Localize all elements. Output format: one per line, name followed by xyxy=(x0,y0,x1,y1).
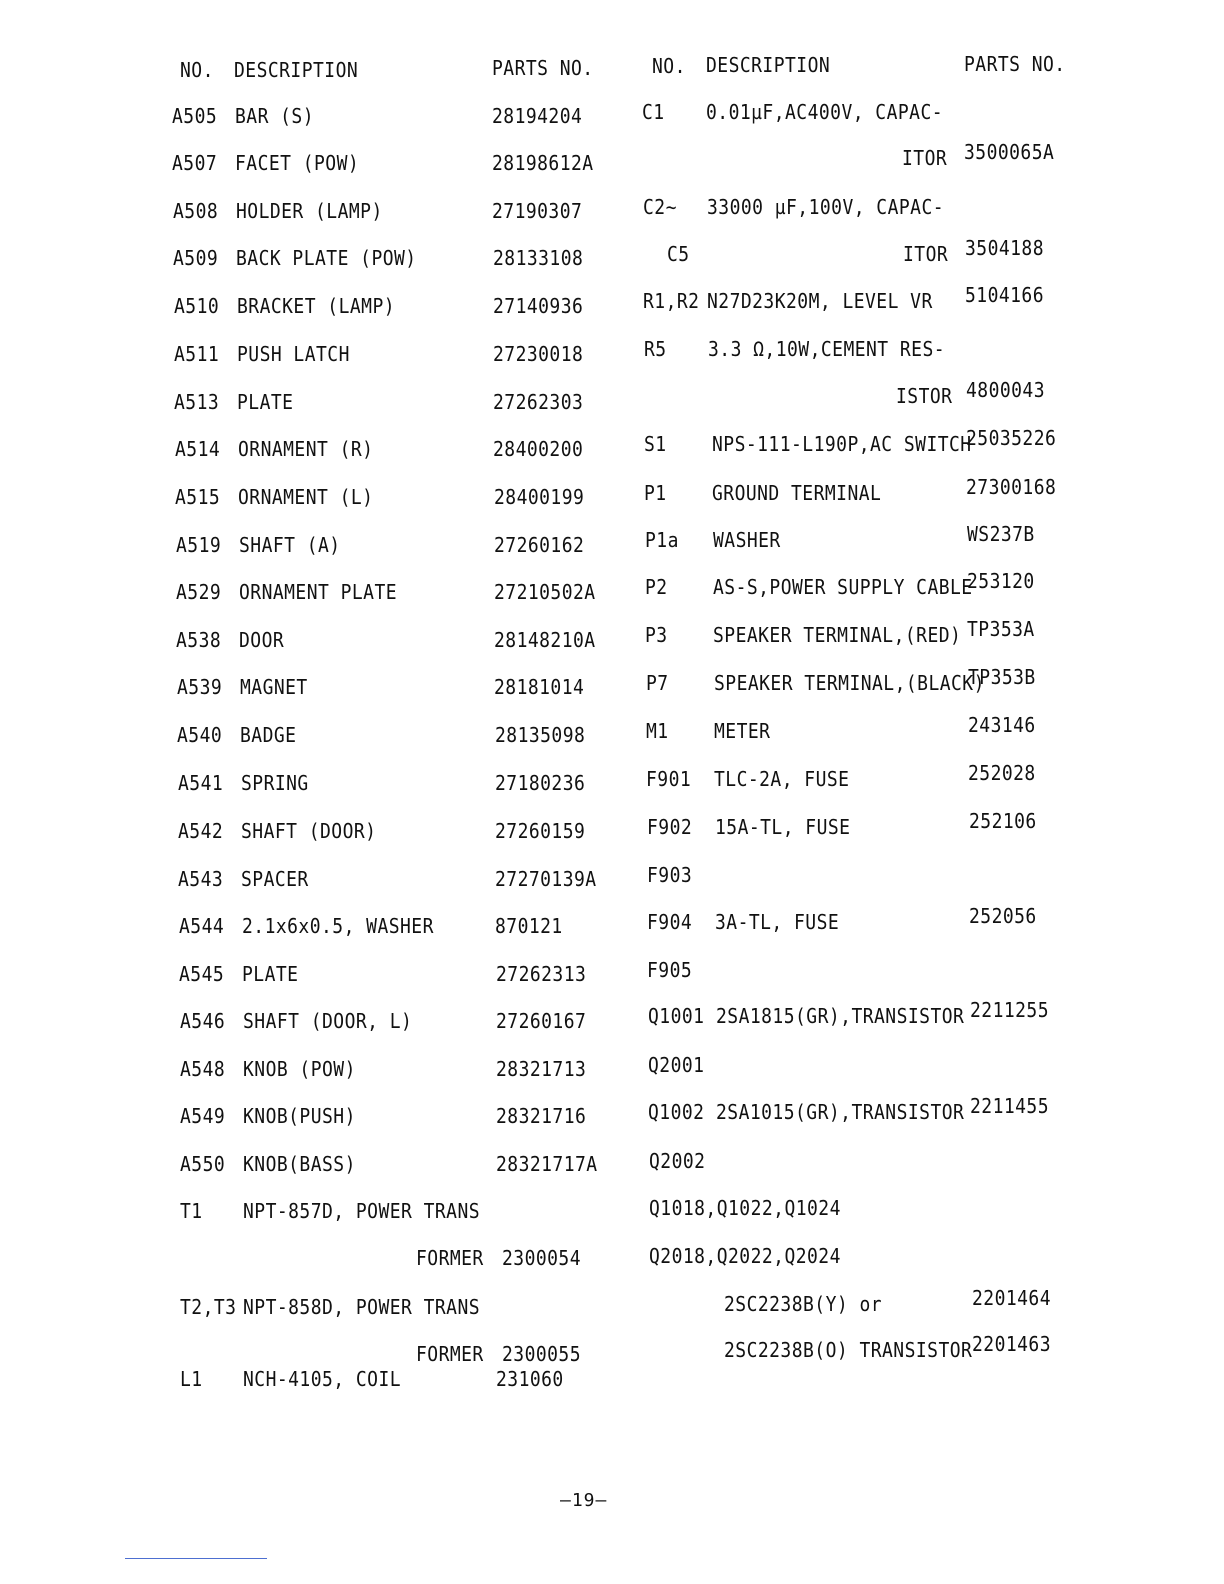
part-description: ITOR xyxy=(902,146,948,170)
parts-code: TP353B xyxy=(967,665,1036,689)
part-description: AS-S,POWER SUPPLY CABLE xyxy=(713,575,973,599)
part-description: FORMER xyxy=(416,1342,484,1366)
part-description: 2.1x6x0.5, WASHER xyxy=(241,914,434,938)
part-description: BRACKET (LAMP) xyxy=(236,294,395,318)
parts-code: 5104166 xyxy=(965,283,1045,307)
part-number-ref: Q2018,Q2022,Q2024 xyxy=(649,1244,842,1268)
part-description: PLATE xyxy=(242,962,299,986)
part-number-ref: C1 xyxy=(642,100,665,124)
parts-code: 2201464 xyxy=(971,1286,1051,1310)
parts-code: 28133108 xyxy=(492,246,583,270)
part-description: 3.3 Ω,10W,CEMENT RES- xyxy=(707,337,945,361)
part-description: 15A-TL, FUSE xyxy=(714,815,850,839)
parts-code: 28400199 xyxy=(493,485,584,509)
parts-code: 28321717A xyxy=(496,1152,598,1176)
parts-code: WS237B xyxy=(966,522,1035,546)
part-description: SHAFT (DOOR, L) xyxy=(242,1009,412,1033)
part-description: ISTOR xyxy=(895,384,953,408)
parts-code: 27210502A xyxy=(494,580,596,604)
part-number-ref: A546 xyxy=(179,1009,225,1033)
right-header-parts-no: PARTS NO. xyxy=(964,52,1066,76)
parts-code: 2211255 xyxy=(969,998,1049,1022)
parts-code: 252106 xyxy=(968,809,1037,833)
parts-code: 231060 xyxy=(496,1367,564,1391)
part-description: 3A-TL, FUSE xyxy=(715,910,840,934)
parts-code: 27190307 xyxy=(492,199,583,223)
parts-code: 28181014 xyxy=(494,675,585,699)
parts-code: 27300168 xyxy=(966,475,1057,499)
parts-code: 27260167 xyxy=(495,1009,587,1033)
part-description: NCH-4105, COIL xyxy=(243,1367,402,1391)
parts-code: 27270139A xyxy=(495,867,597,891)
part-number-ref: A519 xyxy=(175,533,221,557)
part-number-ref: M1 xyxy=(645,719,669,743)
parts-code: 27262303 xyxy=(493,390,584,414)
part-description: 2SA1815(GR),TRANSISTOR xyxy=(715,1004,965,1028)
parts-code: 27140936 xyxy=(492,294,584,318)
parts-code: 3500065A xyxy=(964,140,1055,164)
part-number-ref: A511 xyxy=(174,342,220,366)
part-description: GROUND TERMINAL xyxy=(712,481,882,505)
part-number-ref: C5 xyxy=(666,242,690,266)
footer-rule xyxy=(125,1558,267,1559)
parts-code: 27230018 xyxy=(493,342,584,366)
parts-code: 252028 xyxy=(968,761,1036,785)
part-description: 2SA1015(GR),TRANSISTOR xyxy=(716,1100,965,1124)
parts-code: 28148210A xyxy=(494,628,596,652)
part-number-ref: C2∼ xyxy=(642,195,677,219)
part-description: 33000 µF,100V, CAPAC- xyxy=(706,195,944,219)
part-number-ref: P1 xyxy=(644,481,667,505)
right-header-no: NO. xyxy=(652,54,686,78)
part-number-ref: P3 xyxy=(645,623,668,647)
parts-code: 2211455 xyxy=(970,1094,1050,1118)
part-description: SPEAKER TERMINAL,(RED) xyxy=(713,623,962,647)
part-number-ref: A509 xyxy=(173,246,219,270)
part-number-ref: F903 xyxy=(646,863,692,887)
part-description: 0.01µF,AC400V, CAPAC- xyxy=(706,100,944,124)
part-number-ref: Q2002 xyxy=(648,1149,706,1173)
part-number-ref: A513 xyxy=(174,390,220,414)
part-description: FORMER xyxy=(416,1246,484,1270)
part-description: BADGE xyxy=(240,723,297,747)
parts-code: 28400200 xyxy=(493,437,584,461)
parts-code: 243146 xyxy=(967,713,1036,737)
part-description: KNOB(BASS) xyxy=(243,1152,356,1176)
parts-code: 25035226 xyxy=(966,426,1057,450)
part-number-ref: A544 xyxy=(178,914,224,938)
part-number-ref: Q1018,Q1022,Q1024 xyxy=(648,1196,841,1220)
part-description: ORNAMENT (L) xyxy=(238,485,374,509)
parts-code: 2201463 xyxy=(971,1332,1051,1356)
part-description: SPACER xyxy=(241,867,310,891)
parts-code: 870121 xyxy=(495,914,564,938)
parts-code: 3504188 xyxy=(964,236,1044,260)
part-number-ref: A545 xyxy=(179,962,225,986)
part-description: BAR (S) xyxy=(235,104,315,128)
part-description: PUSH LATCH xyxy=(237,342,350,366)
part-number-ref: A515 xyxy=(175,485,221,509)
part-description: WASHER xyxy=(712,528,781,552)
parts-code: 28194204 xyxy=(492,104,583,128)
part-number-ref: A550 xyxy=(180,1152,226,1176)
part-description: NPT-857D, POWER TRANS xyxy=(243,1199,481,1223)
part-number-ref: Q1002 xyxy=(648,1100,705,1124)
part-description: FACET (POW) xyxy=(235,151,360,175)
part-number-ref: A508 xyxy=(172,199,218,223)
part-description: MAGNET xyxy=(239,675,308,699)
parts-code: 252056 xyxy=(969,904,1037,928)
part-number-ref: S1 xyxy=(644,432,667,456)
part-number-ref: A539 xyxy=(176,675,222,699)
part-number-ref: F902 xyxy=(646,815,692,839)
part-description: NPS-111-L190P,AC SWITCH xyxy=(712,432,972,456)
parts-code: 28321716 xyxy=(496,1104,587,1128)
part-number-ref: F904 xyxy=(647,910,693,934)
part-number-ref: F905 xyxy=(647,958,693,982)
part-description: DOOR xyxy=(239,628,285,652)
part-number-ref: T2,T3 xyxy=(180,1295,237,1319)
parts-code: 4800043 xyxy=(965,378,1045,402)
part-description: ORNAMENT (R) xyxy=(237,437,374,461)
part-description: BACK PLATE (POW) xyxy=(236,246,417,270)
left-header-parts-no: PARTS NO. xyxy=(492,56,594,80)
left-header-description: DESCRIPTION xyxy=(234,58,359,82)
part-number-ref: L1 xyxy=(180,1367,203,1391)
part-number-ref: A507 xyxy=(172,151,218,175)
part-description: METER xyxy=(713,719,771,743)
part-description: SHAFT (A) xyxy=(238,533,341,557)
parts-code: 27260162 xyxy=(493,533,585,557)
part-number-ref: A548 xyxy=(180,1057,226,1081)
parts-code: 27262313 xyxy=(495,962,586,986)
part-description: NPT-858D, POWER TRANS xyxy=(243,1295,481,1319)
parts-code: 2300055 xyxy=(502,1342,582,1366)
parts-code: 27260159 xyxy=(495,819,586,843)
part-number-ref: Q1001 xyxy=(647,1004,705,1028)
part-number-ref: A540 xyxy=(177,723,223,747)
part-number-ref: A549 xyxy=(180,1104,226,1128)
part-description: 2SC2238B(O) TRANSISTOR xyxy=(723,1338,973,1362)
part-number-ref: F901 xyxy=(646,767,692,791)
part-description: KNOB(PUSH) xyxy=(243,1104,356,1128)
part-description: TLC-2A, FUSE xyxy=(714,767,850,791)
part-number-ref: P1a xyxy=(644,528,679,552)
parts-code: 2300054 xyxy=(502,1246,582,1270)
parts-code: TP353A xyxy=(967,617,1036,641)
part-number-ref: A538 xyxy=(176,628,222,652)
part-description: SPRING xyxy=(240,771,309,795)
part-number-ref: A543 xyxy=(178,867,224,891)
part-number-ref: P7 xyxy=(645,671,669,695)
parts-code: 27180236 xyxy=(494,771,586,795)
parts-code: 28135098 xyxy=(494,723,585,747)
part-description: HOLDER (LAMP) xyxy=(235,199,383,223)
part-description: 2SC2238B(Y) or xyxy=(723,1292,882,1316)
part-number-ref: A514 xyxy=(174,437,220,461)
parts-code: 28321713 xyxy=(496,1057,587,1081)
part-number-ref: P2 xyxy=(645,575,668,599)
part-number-ref: Q2001 xyxy=(648,1053,705,1077)
page-number: —19— xyxy=(560,1490,608,1511)
part-description: SHAFT (DOOR) xyxy=(241,819,377,843)
parts-code: 253120 xyxy=(967,569,1035,593)
part-description: ITOR xyxy=(902,242,949,266)
part-number-ref: R1,R2 xyxy=(643,289,700,313)
part-number-ref: T1 xyxy=(180,1199,203,1223)
part-description: KNOB (POW) xyxy=(243,1057,356,1081)
part-description: N27D23K20M, LEVEL VR xyxy=(707,289,933,313)
left-header-no: NO. xyxy=(180,58,214,82)
part-number-ref: A542 xyxy=(178,819,224,843)
part-number-ref: A505 xyxy=(172,104,218,128)
part-description: SPEAKER TERMINAL,(BLACK) xyxy=(713,671,985,695)
part-description: ORNAMENT PLATE xyxy=(239,580,398,604)
part-number-ref: A510 xyxy=(173,294,219,318)
right-header-description: DESCRIPTION xyxy=(706,53,831,77)
part-number-ref: R5 xyxy=(643,337,667,361)
part-number-ref: A529 xyxy=(176,580,222,604)
part-description: PLATE xyxy=(237,390,294,414)
parts-code: 28198612A xyxy=(492,151,594,175)
part-number-ref: A541 xyxy=(177,771,223,795)
